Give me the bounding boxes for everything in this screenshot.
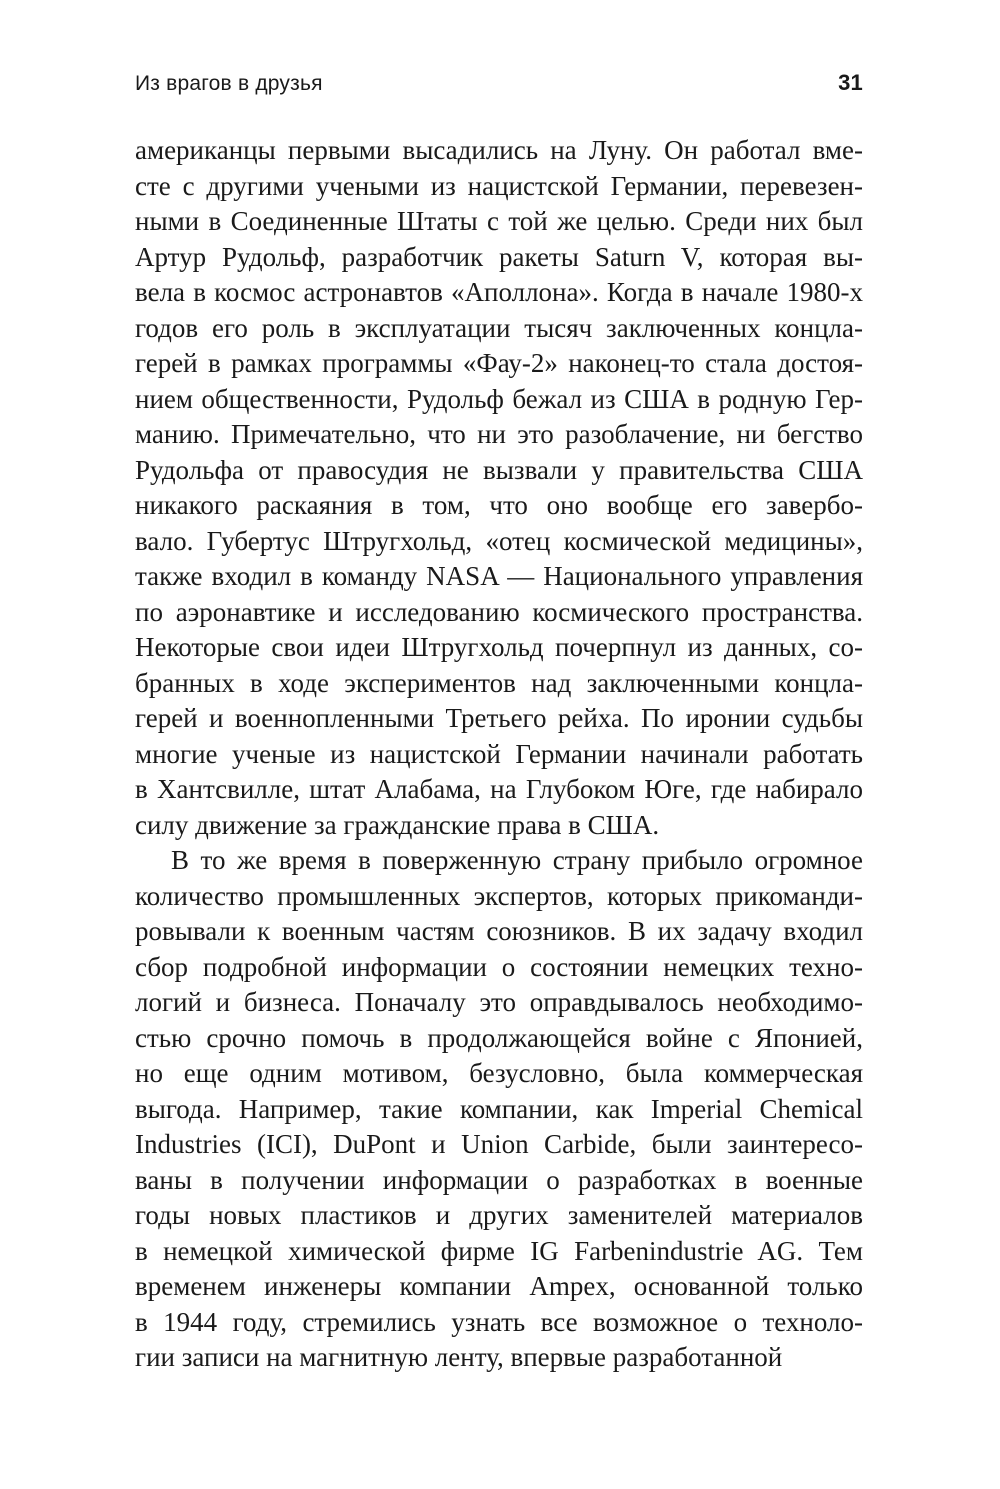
text-line: силу движение за гражданские права в США. [135,809,660,840]
text-line: сте с другими учеными из нацистской Германии, перевезен- [135,170,863,201]
text-line: гии записи на магнитную ленту, впервые разработанной [135,1342,783,1372]
text-line: годы новых пластиков и других заменителей материалов [135,1200,863,1230]
page-number: 31 [838,70,863,95]
paragraph [135,133,863,843]
text-line: Рудольфа от правосудия не вызвали у правительства США [135,454,863,485]
body-text [135,133,863,1376]
text-line: бранных в ходе экспериментов над заключенными концла- [135,667,863,698]
text-line: герей и военнопленными Третьего рейха. По иронии судьбы [135,703,863,733]
text-line: многие ученые из нацистской Германии начинали работать [135,738,863,769]
paragraph [135,843,863,1376]
text-line: ваны в получении информации о разработках в военные [135,1164,863,1195]
text-line: Некоторые свои идеи Штругхольд почерпнул из данных, со- [135,632,863,662]
text-line: в 1944 году, стремились узнать все возможное о техноло- [135,1306,863,1337]
text-line: нием общественности, Рудольф бежал из США в родную Гер- [135,383,863,414]
text-line: ровывали к военным частям союзников. В их задачу входил [135,916,863,946]
text-line: временем инженеры компании Ampex, основанной только [135,1271,863,1301]
text-line: Артур Рудольф, разработчик ракеты Saturn V, которая вы- [135,241,863,272]
running-head [135,66,863,106]
text-line: но еще одним мотивом, безусловно, была коммерческая [135,1058,863,1088]
text-line: количество промышленных экспертов, которых прикоманди- [135,880,863,911]
text-line: в немецкой химической фирме IG Farbenindustrie AG. Тем [135,1235,863,1266]
text-line: также входил в команду NASA — Национального управления [135,561,863,591]
text-line: логий и бизнеса. Поначалу это оправдывалось необходимо- [135,987,863,1017]
text-line: годов его роль в эксплуатации тысяч заключенных концла- [135,312,863,343]
text-line: выгода. Например, такие компании, как Imperial Chemical [135,1093,863,1124]
text-line: В то же время в поверженную страну прибыло огромное [171,845,863,875]
text-line: манию. Примечательно, что ни это разоблачение, ни бегство [135,419,863,449]
text-line: ными в Соединенные Штаты с той же целью. Среди них был [135,206,863,236]
text-line: американцы первыми высадились на Луну. Он работал вме- [135,135,863,165]
text-line: никакого раскаяния в том, что оно вообще его завербо- [135,490,863,520]
text-line: вела в космос астронавтов «Аполлона». Когда в начале 1980-х [135,277,863,307]
text-line: Industries (ICI), DuPont и Union Carbide, были заинтересо- [135,1129,863,1159]
text-line: вало. Губертус Штругхольд, «отец космической медицины», [135,525,863,556]
text-line: стью срочно помочь в продолжающейся войне с Японией, [135,1022,863,1053]
chapter-title: Из врагов в друзья [135,72,323,95]
text-line: по аэронавтике и исследованию космического пространства. [135,596,863,627]
text-line: в Хантсвилле, штат Алабама, на Глубоком Юге, где набирало [135,774,863,804]
text-line: сбор подробной информации о состоянии немецких техно- [135,951,863,982]
text-line: герей в рамках программы «Фау-2» наконец-то стала достоя- [135,348,863,378]
